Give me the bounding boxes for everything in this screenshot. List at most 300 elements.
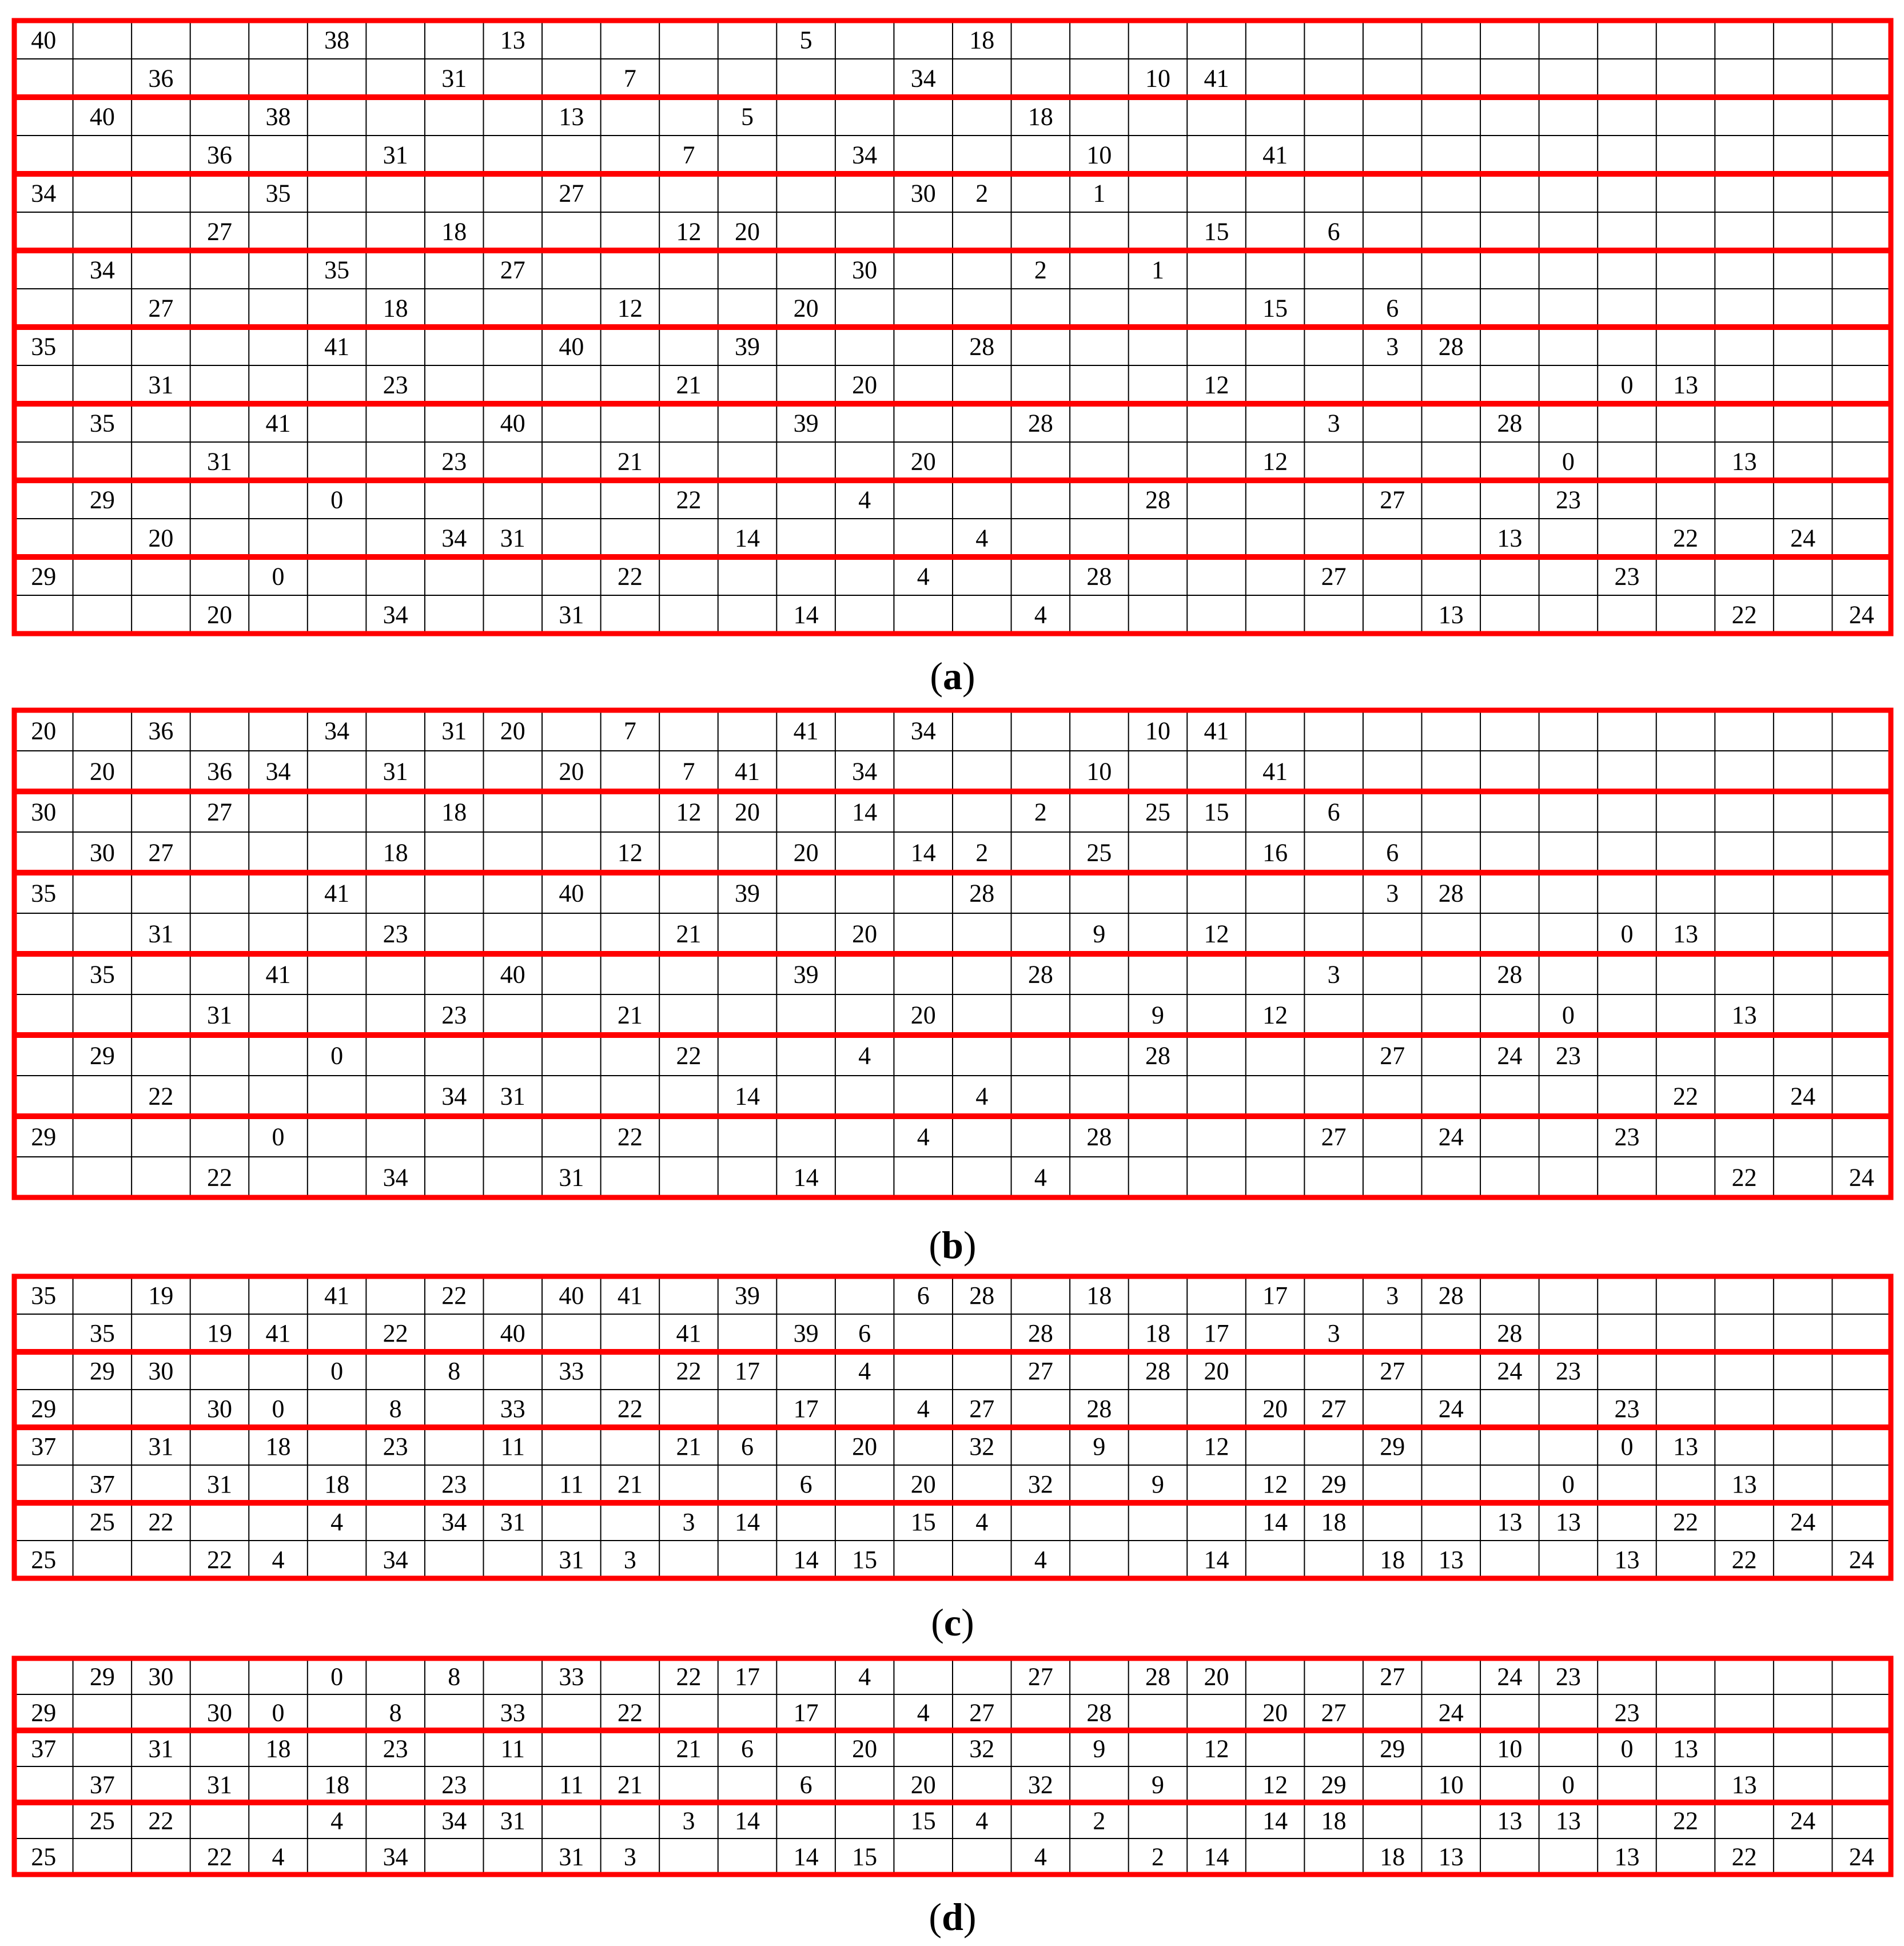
- cell-value: 22: [1673, 1082, 1699, 1111]
- cell-value: 31: [500, 1082, 525, 1111]
- cell-value: 31: [559, 1163, 584, 1192]
- cell-value: 40: [559, 332, 584, 361]
- cell-value: 27: [1380, 485, 1405, 514]
- cell-value: 10: [1497, 1734, 1523, 1763]
- cell-value: 22: [1673, 524, 1699, 552]
- cell-value: 28: [1086, 1698, 1112, 1727]
- cell-value: 27: [148, 838, 174, 867]
- cell-value: 14: [793, 1842, 819, 1871]
- cell-value: 37: [89, 1470, 115, 1498]
- cell-value: 12: [676, 798, 702, 826]
- cell-value: 40: [31, 26, 57, 54]
- cell-value: 22: [617, 1698, 643, 1727]
- cell-value: 27: [969, 1395, 995, 1423]
- cell-value: 3: [1386, 332, 1399, 361]
- cell-value: 9: [1093, 920, 1106, 948]
- cell-value: 21: [617, 1470, 643, 1498]
- cell-value: 10: [1145, 64, 1170, 93]
- cell-value: 28: [1497, 1319, 1523, 1347]
- cell-value: 24: [1438, 1123, 1464, 1151]
- cell-value: 24: [1790, 1508, 1816, 1536]
- cell-value: 6: [1327, 217, 1340, 246]
- cell-value: 22: [617, 1395, 643, 1423]
- cell-value: 4: [858, 1357, 871, 1385]
- cell-value: 40: [500, 960, 525, 989]
- cell-value: 25: [31, 1842, 57, 1871]
- cell-value: 34: [383, 1163, 408, 1192]
- cell-value: 40: [559, 879, 584, 908]
- cell-value: 34: [89, 256, 115, 284]
- cell-value: 18: [265, 1432, 291, 1461]
- cell-value: 29: [1380, 1432, 1405, 1461]
- cell-value: 32: [1027, 1470, 1053, 1498]
- cell-value: 13: [1614, 1842, 1640, 1871]
- cell-value: 28: [1438, 879, 1464, 908]
- cell-value: 7: [682, 141, 695, 169]
- cell-value: 22: [617, 562, 643, 591]
- cell-value: 27: [1321, 1395, 1347, 1423]
- cell-value: 29: [31, 1123, 57, 1151]
- cell-value: 9: [1151, 1770, 1164, 1799]
- cell-value: 37: [31, 1734, 57, 1763]
- cell-value: 22: [206, 1163, 232, 1192]
- cell-value: 5: [799, 26, 812, 54]
- cell-value: 10: [1086, 141, 1112, 169]
- cell-value: 40: [500, 1319, 525, 1347]
- cell-value: 29: [31, 1395, 57, 1423]
- cell-value: 18: [383, 294, 408, 323]
- cell-value: 29: [89, 1041, 115, 1070]
- cell-value: 31: [500, 1508, 525, 1536]
- cell-value: 20: [793, 838, 819, 867]
- cell-value: 25: [1145, 798, 1170, 826]
- cell-value: 20: [793, 294, 819, 323]
- cell-value: 29: [31, 562, 57, 591]
- cell-value: 24: [1497, 1357, 1523, 1385]
- cell-value: 14: [793, 600, 819, 629]
- cell-value: 32: [969, 1734, 995, 1763]
- cell-value: 41: [265, 409, 291, 437]
- cell-value: 24: [1497, 1662, 1523, 1691]
- cell-value: 22: [1731, 1546, 1757, 1574]
- cell-value: 22: [148, 1082, 174, 1111]
- cell-value: 13: [1731, 1470, 1757, 1498]
- cell-value: 4: [917, 562, 930, 591]
- cell-value: 12: [617, 294, 643, 323]
- cell-value: 12: [1262, 447, 1288, 476]
- cell-value: 23: [1555, 1041, 1581, 1070]
- cell-value: 28: [1438, 332, 1464, 361]
- cell-value: 28: [1086, 562, 1112, 591]
- cell-value: 22: [676, 1662, 702, 1691]
- cell-value: 13: [1438, 1842, 1464, 1871]
- cell-value: 18: [1145, 1319, 1170, 1347]
- cell-value: 41: [793, 717, 819, 745]
- cell-value: 20: [910, 1770, 936, 1799]
- cell-value: 23: [383, 371, 408, 399]
- cell-value: 0: [1562, 447, 1575, 476]
- cell-value: 22: [1673, 1508, 1699, 1536]
- cell-value: 37: [31, 1432, 57, 1461]
- cell-value: 12: [1204, 1734, 1229, 1763]
- cell-value: 4: [272, 1842, 285, 1871]
- cell-value: 13: [1438, 600, 1464, 629]
- cell-value: 39: [793, 1319, 819, 1347]
- cell-value: 23: [441, 1001, 467, 1029]
- cell-value: 0: [1620, 1432, 1634, 1461]
- cell-value: 0: [330, 1041, 344, 1070]
- cell-value: 40: [500, 409, 525, 437]
- cell-value: 14: [793, 1163, 819, 1192]
- cell-value: 27: [1321, 1698, 1347, 1727]
- cell-value: 37: [89, 1770, 115, 1799]
- cell-value: 29: [89, 1357, 115, 1385]
- cell-value: 41: [1262, 757, 1288, 786]
- cell-value: 23: [1555, 1662, 1581, 1691]
- panel-c: [14, 1276, 1891, 1644]
- cell-value: 18: [1321, 1806, 1347, 1835]
- panel-caption: (b): [929, 1223, 977, 1267]
- cell-value: 36: [206, 757, 232, 786]
- cell-value: 39: [735, 879, 760, 908]
- cell-value: 23: [441, 1770, 467, 1799]
- cell-value: 14: [1204, 1842, 1229, 1871]
- cell-value: 3: [623, 1546, 636, 1574]
- cell-value: 17: [735, 1662, 760, 1691]
- cell-value: 13: [1731, 447, 1757, 476]
- cell-value: 0: [1620, 920, 1634, 948]
- cell-value: 33: [500, 1395, 525, 1423]
- cell-value: 35: [89, 1319, 115, 1347]
- cell-value: 25: [1086, 838, 1112, 867]
- cell-value: 23: [1555, 1357, 1581, 1385]
- cell-value: 28: [1145, 1357, 1170, 1385]
- cell-value: 28: [1027, 960, 1053, 989]
- cell-value: 22: [1731, 1842, 1757, 1871]
- cell-value: 28: [1497, 960, 1523, 989]
- cell-value: 31: [500, 524, 525, 552]
- cell-value: 3: [1327, 1319, 1340, 1347]
- cell-value: 17: [1262, 1282, 1288, 1310]
- cell-value: 27: [206, 798, 232, 826]
- cell-value: 10: [1086, 757, 1112, 786]
- cell-value: 28: [969, 879, 995, 908]
- cell-value: 28: [969, 1282, 995, 1310]
- cell-value: 36: [206, 141, 232, 169]
- cell-value: 31: [559, 1546, 584, 1574]
- cell-value: 30: [148, 1662, 174, 1691]
- cell-value: 0: [1562, 1001, 1575, 1029]
- cell-value: 34: [31, 179, 57, 208]
- cell-value: 12: [1204, 1432, 1229, 1461]
- cell-value: 10: [1145, 717, 1170, 745]
- cell-value: 28: [1027, 409, 1053, 437]
- cell-value: 40: [559, 1282, 584, 1310]
- cell-value: 22: [1673, 1806, 1699, 1835]
- cell-value: 20: [1204, 1662, 1229, 1691]
- cell-value: 29: [31, 1698, 57, 1727]
- cell-value: 13: [1673, 371, 1699, 399]
- cell-value: 20: [910, 447, 936, 476]
- cell-value: 11: [500, 1734, 525, 1763]
- cell-value: 33: [559, 1357, 584, 1385]
- cell-value: 14: [735, 1508, 760, 1536]
- cell-value: 27: [148, 294, 174, 323]
- cell-value: 3: [682, 1806, 695, 1835]
- cell-value: 6: [741, 1734, 754, 1763]
- cell-value: 3: [1327, 960, 1340, 989]
- cell-value: 31: [206, 447, 232, 476]
- cell-value: 34: [910, 64, 936, 93]
- cell-value: 6: [917, 1282, 930, 1310]
- cell-value: 14: [910, 838, 936, 867]
- cell-value: 20: [206, 600, 232, 629]
- cell-value: 23: [1614, 1698, 1640, 1727]
- cell-value: 13: [1555, 1806, 1581, 1835]
- cell-value: 13: [1555, 1508, 1581, 1536]
- cell-value: 6: [741, 1432, 754, 1461]
- cell-value: 2: [1093, 1806, 1106, 1835]
- cell-value: 8: [389, 1698, 402, 1727]
- cell-value: 12: [1204, 920, 1229, 948]
- cell-value: 28: [1145, 1041, 1170, 1070]
- cell-value: 31: [148, 371, 174, 399]
- cell-value: 41: [676, 1319, 702, 1347]
- cell-value: 31: [383, 757, 408, 786]
- cell-value: 27: [969, 1698, 995, 1727]
- cell-value: 22: [1731, 600, 1757, 629]
- cell-value: 30: [206, 1698, 232, 1727]
- cell-value: 15: [1262, 294, 1288, 323]
- cell-value: 22: [441, 1282, 467, 1310]
- cell-value: 22: [617, 1123, 643, 1151]
- cell-value: 3: [1386, 1282, 1399, 1310]
- cell-value: 23: [1555, 485, 1581, 514]
- cell-value: 20: [500, 717, 525, 745]
- cell-value: 22: [676, 485, 702, 514]
- cell-value: 12: [617, 838, 643, 867]
- cell-value: 24: [1849, 600, 1874, 629]
- cell-value: 14: [1262, 1806, 1288, 1835]
- cell-value: 24: [1438, 1698, 1464, 1727]
- cell-value: 4: [1034, 1842, 1047, 1871]
- cell-value: 33: [559, 1662, 584, 1691]
- cell-value: 3: [623, 1842, 636, 1871]
- cell-value: 41: [1262, 141, 1288, 169]
- cell-value: 27: [1027, 1357, 1053, 1385]
- panel-label: d: [942, 1895, 963, 1939]
- cell-value: 35: [89, 409, 115, 437]
- cell-value: 18: [969, 26, 995, 54]
- cell-value: 4: [1034, 600, 1047, 629]
- cell-value: 30: [206, 1395, 232, 1423]
- cell-value: 29: [1380, 1734, 1405, 1763]
- cell-value: 13: [1731, 1001, 1757, 1029]
- cell-value: 4: [858, 1041, 871, 1070]
- cell-value: 0: [1562, 1770, 1575, 1799]
- cell-value: 31: [148, 920, 174, 948]
- cell-value: 24: [1790, 524, 1816, 552]
- cell-value: 17: [735, 1357, 760, 1385]
- cell-value: 30: [31, 798, 57, 826]
- cell-value: 6: [858, 1319, 871, 1347]
- cell-value: 30: [910, 179, 936, 208]
- cell-value: 18: [383, 838, 408, 867]
- cell-value: 23: [383, 920, 408, 948]
- cell-value: 21: [617, 1770, 643, 1799]
- cell-value: 23: [1614, 562, 1640, 591]
- cell-value: 41: [324, 879, 350, 908]
- cell-value: 3: [1386, 879, 1399, 908]
- cell-value: 22: [676, 1041, 702, 1070]
- cell-value: 18: [1086, 1282, 1112, 1310]
- cell-value: 12: [1262, 1470, 1288, 1498]
- cell-value: 14: [1204, 1546, 1229, 1574]
- cell-value: 1: [1093, 179, 1106, 208]
- cell-value: 28: [1086, 1395, 1112, 1423]
- cell-value: 29: [89, 1662, 115, 1691]
- cell-value: 20: [852, 920, 878, 948]
- cell-value: 9: [1093, 1432, 1106, 1461]
- cell-value: 0: [272, 1123, 285, 1151]
- cell-value: 4: [975, 524, 989, 552]
- cell-value: 18: [1380, 1842, 1405, 1871]
- cell-value: 27: [1027, 1662, 1053, 1691]
- cell-value: 0: [330, 1357, 344, 1385]
- cell-value: 17: [793, 1395, 819, 1423]
- cell-value: 18: [1321, 1508, 1347, 1536]
- cell-value: 14: [852, 798, 878, 826]
- cell-value: 4: [917, 1123, 930, 1151]
- cell-value: 7: [623, 717, 636, 745]
- cell-value: 18: [265, 1734, 291, 1763]
- cell-value: 41: [1204, 717, 1229, 745]
- cell-value: 34: [324, 717, 350, 745]
- cell-value: 21: [676, 920, 702, 948]
- cell-value: 20: [31, 717, 57, 745]
- panel-b: [14, 710, 1891, 1267]
- cell-value: 14: [1262, 1508, 1288, 1536]
- cell-value: 4: [975, 1082, 989, 1111]
- cell-value: 25: [89, 1508, 115, 1536]
- cell-value: 29: [89, 485, 115, 514]
- cell-value: 17: [793, 1698, 819, 1727]
- panel-a: [14, 21, 1891, 698]
- cell-value: 13: [1673, 1432, 1699, 1461]
- cell-value: 0: [1562, 1470, 1575, 1498]
- cell-value: 28: [1086, 1123, 1112, 1151]
- cell-value: 35: [31, 332, 57, 361]
- cell-value: 38: [265, 102, 291, 131]
- cell-value: 22: [148, 1508, 174, 1536]
- cell-value: 22: [206, 1842, 232, 1871]
- cell-value: 13: [1731, 1770, 1757, 1799]
- cell-value: 24: [1849, 1163, 1874, 1192]
- cell-value: 34: [441, 524, 467, 552]
- cell-value: 24: [1497, 1041, 1523, 1070]
- cell-value: 41: [324, 332, 350, 361]
- cell-value: 35: [265, 179, 291, 208]
- cell-value: 12: [676, 217, 702, 246]
- cell-value: 31: [559, 600, 584, 629]
- cell-value: 39: [735, 1282, 760, 1310]
- cell-value: 23: [383, 1432, 408, 1461]
- cell-value: 13: [1673, 920, 1699, 948]
- cell-value: 13: [1438, 1546, 1464, 1574]
- cell-value: 22: [383, 1319, 408, 1347]
- cell-value: 6: [799, 1770, 812, 1799]
- cell-value: 14: [735, 1806, 760, 1835]
- cell-value: 41: [265, 1319, 291, 1347]
- cell-value: 21: [617, 447, 643, 476]
- cell-value: 27: [1321, 562, 1347, 591]
- cell-value: 34: [441, 1508, 467, 1536]
- cell-value: 34: [441, 1082, 467, 1111]
- cell-value: 0: [330, 1662, 344, 1691]
- panel-caption: (a): [930, 654, 975, 698]
- cell-value: 3: [682, 1508, 695, 1536]
- cell-value: 6: [1386, 838, 1399, 867]
- cell-value: 4: [272, 1546, 285, 1574]
- cell-value: 34: [383, 1546, 408, 1574]
- cell-value: 29: [1321, 1770, 1347, 1799]
- cell-value: 20: [1204, 1357, 1229, 1385]
- cell-value: 27: [1321, 1123, 1347, 1151]
- cell-value: 2: [1151, 1842, 1164, 1871]
- cell-value: 12: [1262, 1770, 1288, 1799]
- cell-value: 4: [917, 1698, 930, 1727]
- cell-value: 24: [1849, 1546, 1874, 1574]
- cell-value: 4: [975, 1508, 989, 1536]
- cell-value: 34: [383, 1842, 408, 1871]
- cell-value: 14: [735, 524, 760, 552]
- cell-value: 15: [852, 1842, 878, 1871]
- cell-value: 0: [1620, 1734, 1634, 1763]
- cell-value: 34: [265, 757, 291, 786]
- cell-value: 18: [324, 1770, 350, 1799]
- panel-caption: (c): [931, 1601, 974, 1644]
- cell-value: 31: [500, 1806, 525, 1835]
- cell-value: 9: [1151, 1001, 1164, 1029]
- cell-value: 23: [1614, 1123, 1640, 1151]
- cell-value: 40: [89, 102, 115, 131]
- cell-value: 20: [735, 798, 760, 826]
- cell-value: 15: [1204, 798, 1229, 826]
- cell-value: 20: [89, 757, 115, 786]
- cell-value: 22: [148, 1806, 174, 1835]
- cell-value: 20: [852, 371, 878, 399]
- cell-value: 28: [1145, 1662, 1170, 1691]
- cell-value: 21: [676, 371, 702, 399]
- cell-value: 14: [735, 1082, 760, 1111]
- cell-value: 15: [852, 1546, 878, 1574]
- cell-value: 21: [676, 1734, 702, 1763]
- cell-value: 0: [1620, 371, 1634, 399]
- cell-value: 8: [448, 1662, 461, 1691]
- cell-value: 22: [676, 1357, 702, 1385]
- cell-value: 0: [272, 1698, 285, 1727]
- cell-value: 13: [1673, 1734, 1699, 1763]
- cell-value: 14: [793, 1546, 819, 1574]
- cell-value: 41: [617, 1282, 643, 1310]
- cell-value: 13: [500, 26, 525, 54]
- cell-value: 33: [500, 1698, 525, 1727]
- cell-value: 4: [975, 1806, 989, 1835]
- cell-value: 21: [676, 1432, 702, 1461]
- cell-value: 27: [1380, 1662, 1405, 1691]
- cell-value: 13: [1497, 524, 1523, 552]
- cell-value: 28: [1145, 485, 1170, 514]
